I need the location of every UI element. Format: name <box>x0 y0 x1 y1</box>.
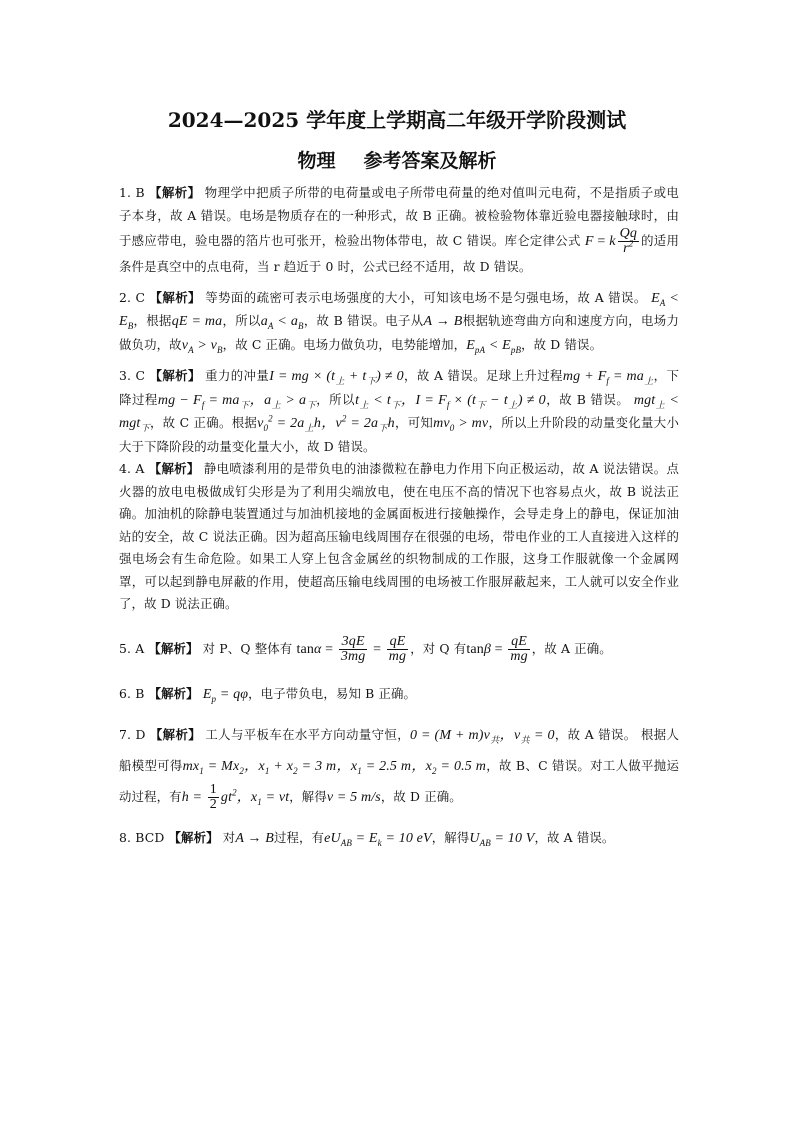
answer-text: ，对 Q 有 <box>410 640 467 656</box>
answer-text: ，故 D 错误。 <box>521 336 603 352</box>
answer-text: 的适用条件是真空中的点电荷，当 r 趋近于 0 时，公式已经不适用，故 D 错误。 <box>119 233 680 274</box>
answer-text: 等势面的疏密可表示电场强度的大小，可知该电场不是匀强电场，故 A 错误。 <box>205 289 647 305</box>
formula: tan <box>466 641 484 657</box>
formula: A → B <box>235 831 274 846</box>
formula: A → B <box>423 314 463 329</box>
analysis-label: 【解析】 <box>149 185 201 200</box>
subject-label: 物理 <box>297 150 336 172</box>
answer-number: 1. B <box>119 185 145 200</box>
answer-text: ，故 C 正确。根据 <box>149 415 258 430</box>
answer-text: 重力的冲量 <box>205 368 270 383</box>
answer-text: 根据轨迹弯曲方向和速度方向，电场力做负功，故 <box>119 313 679 352</box>
answer-3 <box>119 365 679 458</box>
formula: $mx_1 = Mx_2$，$x_1 + x_2 = 3$ m，$x_1 = 2.5$ m，$x_2 = 0.5$ m <box>182 759 487 776</box>
formula: $t_上 < t_下$，$I = F_f \times (t_下 - t_上) \ne 0$ <box>355 392 546 410</box>
formula: $v_A > v_B$ <box>181 337 223 355</box>
answer-6 <box>119 683 679 707</box>
answer-1 <box>119 182 679 279</box>
formula: β <box>483 641 492 657</box>
formula: $E_p = q\varphi$ <box>202 686 249 704</box>
formula: $a_A < a_B$ <box>260 314 304 331</box>
formula: tan <box>296 641 315 657</box>
fraction: $\frac{3qE}{3mg}$ <box>340 633 366 664</box>
analysis-label: 【解析】 <box>168 830 219 845</box>
answer-text: 根据人船模型可得 <box>119 727 680 773</box>
formula: α <box>314 641 322 657</box>
answer-number: 5. A <box>119 640 145 656</box>
analysis-label: 【解析】 <box>149 727 202 742</box>
analysis-label: 【解析】 <box>148 685 199 701</box>
formula: $U_{AB} = 10$ V <box>469 831 535 848</box>
formula: F <box>584 234 594 249</box>
fraction: $\frac{Qq}{r^2}$ <box>619 226 637 256</box>
formula: = <box>369 641 385 657</box>
formula: qE = ma <box>171 314 223 329</box>
exam-title: 2024—2025 学年度上学期高二年级开学阶段测试 <box>167 108 627 132</box>
answer-text: 过程，有 <box>273 830 325 845</box>
answer-text: 对 P、Q 整体有 <box>202 640 293 656</box>
answers-body <box>119 182 679 851</box>
answer-text: ，故 A 错误。 <box>534 830 615 845</box>
answer-number: 4. A <box>119 461 145 476</box>
analysis-label: 【解析】 <box>149 368 201 383</box>
formula: h = <box>181 790 206 805</box>
answer-number: 3. C <box>119 368 146 383</box>
section-title <box>0 146 794 173</box>
answer-text: ，故 B 错误。电子从 <box>303 313 424 328</box>
answer-text: ，故 A 正确。 <box>531 640 612 656</box>
formula: $E_{pA} < E_{pB}$ <box>466 337 522 355</box>
answer-5 <box>119 630 679 669</box>
formula: $mv_0$ > mv <box>433 416 489 433</box>
answer-text: 静电喷漆利用的是带负电的油漆微粒在静电力作用下向正极运动，故 A 说法错误。点火器的放电电极做成钉尖形是为了利用尖端放电，使在电压不高的情况下也容易点火，故 B 说法正确。加油机的除静电装置通过与加油机接地的金属面板进行接触操作，会导走身上的静电，保证加油站的安全，故 C 说法正确。因为超高压输电线周围存在很强的电场，带电作业的工人直接进入这样的强电场会有生命危险。如果工人穿上包含金属丝的织物制成的工作服，这身工作服就像一个金属网罩，可以起到静电屏蔽的作用，使超高压输电线周围的电场被工作服屏蔽起来，工人就可以安全作业了，故 D 说法正确。 <box>119 461 679 611</box>
answer-text: ，故 A 错误。 <box>554 727 637 742</box>
answer-number: 6. B <box>119 685 145 701</box>
formula: $E_A < E_B$ <box>119 290 679 331</box>
answer-number: 7. D <box>119 727 146 742</box>
answer-number: 2. C <box>119 289 146 305</box>
answer-text: ，故 D 正确。 <box>380 789 462 804</box>
formula: mg − $F_f = ma_下$，$a_上 > a_下$ <box>157 392 317 410</box>
analysis-label: 【解析】 <box>149 289 201 305</box>
formula: = <box>491 641 507 657</box>
fraction: $\frac{qE}{mg}$ <box>510 633 528 664</box>
formula: $eU_{AB} = E_k = 10$ eV <box>324 831 432 848</box>
answer-text: ，所以 <box>316 391 356 407</box>
answer-text: ，故 B、C 错误。对工人做平抛运动过程，有 <box>119 758 680 804</box>
formula: $0 = (M + m)v_共$，$v_共 = 0$ <box>409 728 555 745</box>
formula: I = mg × $(t_上 + t_下) \ne 0$ <box>269 369 404 386</box>
fraction: $\frac{qE}{mg}$ <box>388 633 407 664</box>
answer-text: 物理学中把质子所带的电荷量或电子所带电荷量的绝对值叫元电荷，不是指质子或电子本身，故 A 错误。电场是物质存在的一种形式，故 B 正确。被检验物体靠近验电器接触球时，由于感应带电，验电器的箔片也可张开，检验出物体带电，故 C 错误。库仑定律公式 <box>119 185 679 248</box>
formula: = <box>593 234 610 249</box>
answer-2 <box>119 287 679 358</box>
answer-text: ，解得 <box>289 789 327 804</box>
answer-4 <box>119 458 679 616</box>
answer-text: 对 <box>222 830 236 845</box>
answer-text: ，故 A 错误。足球上升过程 <box>403 368 563 383</box>
formula: mgt$_上$ < mgt$_下$ <box>119 392 679 433</box>
answer-text: ，所以 <box>222 313 261 328</box>
answer-text: ，解得 <box>431 830 470 845</box>
formula: = <box>321 641 337 657</box>
analysis-label: 【解析】 <box>148 461 200 476</box>
answer-text: ，故 B 错误。 <box>545 391 630 407</box>
formula: $gt^2$，$x_1$ = vt <box>220 787 290 807</box>
formula: v = 5 m/s <box>326 790 381 805</box>
answer-text: 工人与平板车在水平方向动量守恒， <box>205 727 410 742</box>
answer-text: ，所以上升阶段的动量变化量大小大于下降阶段的动量变化量大小，故 D 错误。 <box>119 415 680 454</box>
subtitle-label: 参考答案及解析 <box>363 150 497 172</box>
answer-text: ，故 C 正确。电场力做负功，电势能增加， <box>222 336 467 352</box>
analysis-label: 【解析】 <box>148 640 199 656</box>
formula: mg + $F_f = ma_上$ <box>562 369 654 386</box>
answer-text: ，根据 <box>133 313 172 328</box>
answer-text: ，电子带负电，易知 B 正确。 <box>248 685 417 701</box>
answer-text: ，下降过程 <box>119 368 679 407</box>
fraction: $\frac{1}{2}$ <box>209 782 217 812</box>
answer-7 <box>119 720 679 813</box>
answer-number: 8. BCD <box>119 830 165 845</box>
formula: $v_0^2 = 2a_上h$，$v^2 = 2a_下h$ <box>257 413 395 433</box>
answer-text: ，可知 <box>394 415 434 430</box>
answer-8 <box>119 827 679 851</box>
formula: k <box>609 234 616 249</box>
